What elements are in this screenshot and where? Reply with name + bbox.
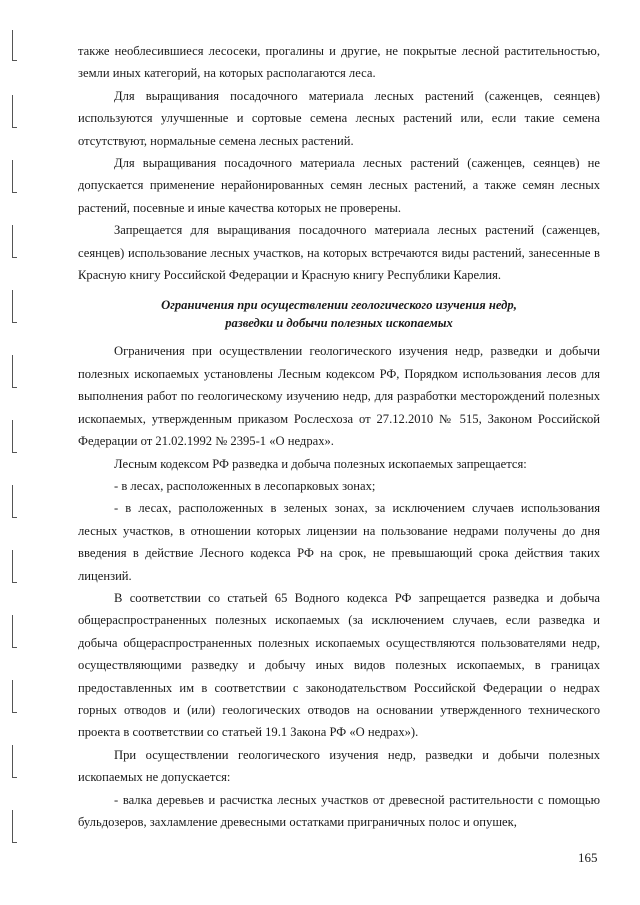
- paragraph: Запрещается для выращивания посадочного материала лесных растений (саженцев, сеянцев) использование лесных участков, на которых встречаются виды растений, занесенные в Красную книгу Российской Федерации и Красную книгу Республики Карелия.: [78, 223, 600, 283]
- margin-mark: [12, 550, 17, 583]
- paragraph: Ограничения при осуществлении геологического изучения недр, разведки и добычи полезных ископаемых установлены Лесным кодексом РФ, Порядком использования лесов для выполнения работ по геологическому изучению недр, для разработки месторождений полезных ископаемых, утвержденным приказом Рослесхоза от 27.12.2010 № 515, Законом Российской Федерации от 21.02.1992 № 2395-1 «О недрах».: [78, 344, 600, 449]
- page-number: 165: [578, 850, 598, 865]
- paragraph: также необлесившиеся лесосеки, прогалины и другие, не покрытые лесной растительностью, земли иных категорий, на которых располагаются леса.: [78, 44, 600, 81]
- margin-mark: [12, 355, 17, 388]
- list-item: - в лесах, расположенных в зеленых зонах, за исключением случаев использования лесных участков, в отношении которых лицензии на пользование недрами получены до дня введения в действие Лесного кодекса РФ на срок, не превышающий срока действия таких лицензий.: [78, 501, 600, 583]
- paragraph: Лесным кодексом РФ разведка и добыча полезных ископаемых запрещается:: [114, 456, 527, 471]
- paragraph: В соответствии со статьей 65 Водного кодекса РФ запрещается разведка и добыча общераспространенных полезных ископаемых (за исключением случаев, если разведка и добыча общераспространенных полезных ископаемых осуществляются пользователями недр, осуществляющими разведку и добычу иных видов полезных ископаемых, в границах предоставленных им в соответствии с законодательством Российской Федерации о недрах горных отводов и (или) геологических отводов на основании утвержденного технического проекта в соответствии со статьей 19.1 Закона РФ «О недрах»).: [78, 590, 600, 740]
- margin-mark: [12, 420, 17, 453]
- list-item: - в лесах, расположенных в лесопарковых зонах;: [114, 478, 376, 493]
- margin-mark: [12, 225, 17, 258]
- paragraph: Для выращивания посадочного материала лесных растений (саженцев, сеянцев) используются улучшенные и сортовые семена лесных растений или, если такие семена отсутствуют, нормальные семена лесных растений.: [78, 88, 600, 148]
- section-heading-line: разведки и добычи полезных ископаемых: [225, 316, 453, 331]
- document-body: [78, 40, 600, 833]
- paragraph: При осуществлении геологического изучения недр, разведки и добычи полезных ископаемых не допускается:: [78, 747, 600, 785]
- margin-mark: [12, 745, 17, 778]
- section-heading-line: Ограничения при осуществлении геологического изучения недр,: [161, 298, 517, 313]
- margin-mark: [12, 485, 17, 518]
- margin-mark: [12, 30, 17, 61]
- list-item: - валка деревьев и расчистка лесных участков от древесной растительности с помощью бульдозеров, захламление древесными остатками приграничных полос и опушек,: [78, 792, 600, 829]
- margin-mark: [12, 810, 17, 843]
- margin-mark: [12, 160, 17, 193]
- margin-mark: [12, 95, 17, 128]
- margin-mark: [12, 615, 17, 648]
- binding-margin-marks: [0, 0, 20, 905]
- paragraph: Для выращивания посадочного материала лесных растений (саженцев, сеянцев) не допускается применение нерайонированных семян лесных растений, а также семян лесных растений, посевные и иные качества которых не проверены.: [78, 156, 600, 215]
- margin-mark: [12, 290, 17, 323]
- section-heading: [78, 296, 600, 332]
- margin-mark: [12, 680, 17, 713]
